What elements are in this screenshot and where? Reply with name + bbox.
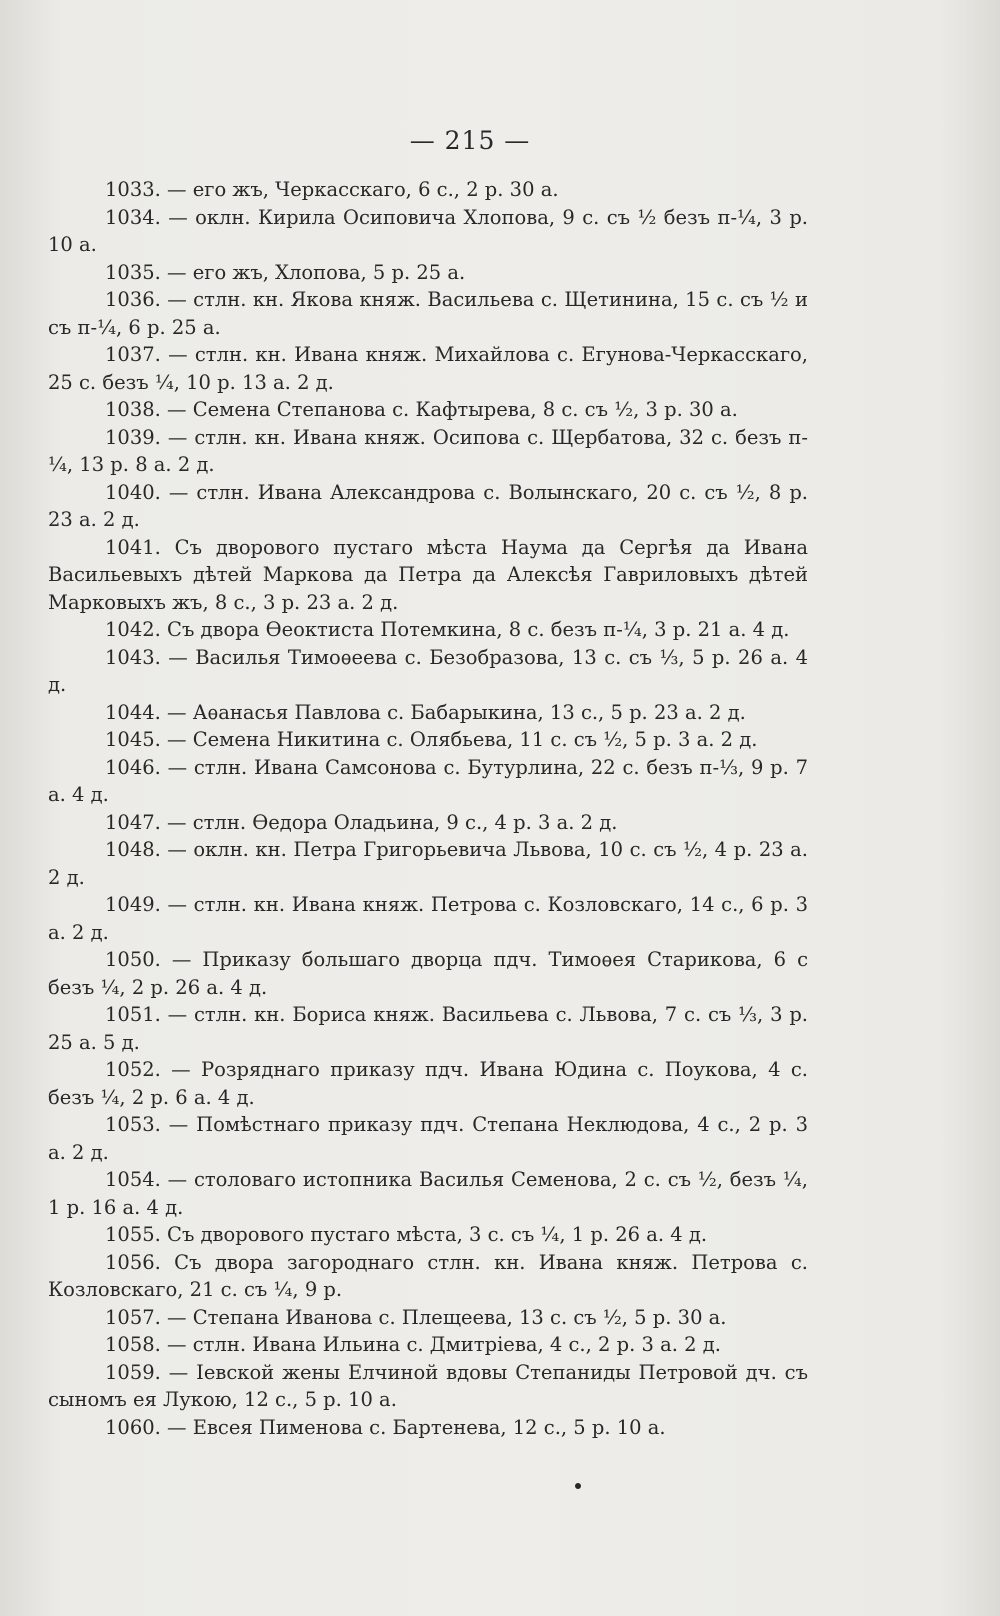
register-entry: 1056. Съ двора загороднаго стлн. кн. Ивана княж. Петрова с. Козловскаго, 21 с. съ ¼, 9 р. — [48, 1250, 808, 1301]
entry-list — [48, 176, 808, 1441]
register-entry: 1058. — стлн. Ивана Ильина с. Дмитріева, 4 с., 2 р. 3 а. 2 д. — [105, 1333, 721, 1356]
register-entry: 1045. — Семена Никитина с. Олябьева, 11 с. съ ½, 5 р. 3 а. 2 д. — [105, 728, 758, 751]
register-entry: 1053. — Помѣстнаго приказу пдч. Степана Неклюдова, 4 с., 2 р. 3 а. 2 д. — [48, 1113, 808, 1164]
register-entry: 1036. — стлн. кн. Якова княж. Васильева с. Щетинина, 15 с. съ ½ и съ п-¼, 6 р. 25 а. — [48, 288, 808, 339]
register-entry: 1040. — стлн. Ивана Александрова с. Волынскаго, 20 с. съ ½, 8 р. 23 а. 2 д. — [48, 480, 808, 531]
register-entry: 1034. — оклн. Кирила Осиповича Хлопова, 9 с. съ ½ безъ п-¼, 3 р. 10 а. — [48, 205, 808, 256]
register-entry: 1043. — Василья Тимоѳеева с. Безобразова, 13 с. съ ⅓, 5 р. 26 а. 4 д. — [48, 645, 808, 696]
register-entry: 1055. Съ дворового пустаго мѣста, 3 с. съ ¼, 1 р. 26 а. 4 д. — [105, 1223, 708, 1246]
register-entry: 1039. — стлн. кн. Ивана княж. Осипова с. Щербатова, 32 с. безъ п-¼, 13 р. 8 а. 2 д. — [48, 425, 808, 476]
register-entry: 1047. — стлн. Ѳедора Оладьина, 9 с., 4 р. 3 а. 2 д. — [105, 810, 618, 834]
register-entry: 1050. — Приказу большаго дворца пдч. Тимоѳея Старикова, 6 с безъ ¼, 2 р. 26 а. 4 д. — [48, 948, 808, 999]
page-number: — 215 — — [409, 126, 531, 155]
register-entry: 1054. — столоваго истопника Василья Семенова, 2 с. съ ½, безъ ¼, 1 р. 16 а. 4 д. — [48, 1168, 808, 1219]
register-entry: 1042. Съ двора Ѳеоктиста Потемкина, 8 с. безъ п-¼, 3 р. 21 а. 4 д. — [105, 618, 790, 641]
register-entry: 1059. — Іевской жены Елчиной вдовы Степаниды Петровой дч. съ сыномъ ея Лукою, 12 с., 5 р. 10 а. — [48, 1360, 808, 1411]
register-entry: 1060. — Евсея Пименова с. Бартенева, 12 с., 5 р. 10 а. — [105, 1415, 666, 1439]
register-entry: 1038. — Семена Степанова с. Кафтырева, 8 с. съ ½, 3 р. 30 а. — [105, 398, 738, 421]
register-entry: 1048. — оклн. кн. Петра Григорьевича Львова, 10 с. съ ½, 4 р. 23 а. 2 д. — [48, 838, 808, 889]
ink-dot — [575, 1483, 581, 1489]
register-entry: 1035. — его жъ, Хлопова, 5 р. 25 а. — [105, 260, 466, 284]
register-entry: 1041. Съ дворового пустаго мѣста Наума да Сергѣя да Ивана Васильевыхъ дѣтей Маркова да Петра да Алексѣя Гавриловыхъ дѣтей Марковыхъ жъ, 8 с., 3 р. 23 а. 2 д. — [48, 535, 808, 614]
register-entry: 1057. — Степана Иванова с. Плещеева, 13 с. съ ½, 5 р. 30 а. — [105, 1305, 727, 1329]
register-entry: 1046. — стлн. Ивана Самсонова с. Бутурлина, 22 с. безъ п-⅓, 9 р. 7 а. 4 д. — [48, 755, 808, 806]
register-entry: 1049. — стлн. кн. Ивана княж. Петрова с. Козловскаго, 14 с., 6 р. 3 а. 2 д. — [48, 893, 808, 944]
register-entry: 1044. — Аѳанасья Павлова с. Бабарыкина, 13 с., 5 р. 23 а. 2 д. — [105, 700, 746, 724]
register-entry: 1033. — его жъ, Черкасскаго, 6 с., 2 р. 30 а. — [105, 178, 559, 201]
register-entry: 1037. — стлн. кн. Ивана княж. Михайлова с. Егунова-Черкасскаго, 25 с. безъ ¼, 10 р. 13 а. 2 д. — [48, 343, 808, 394]
register-entry: 1051. — стлн. кн. Бориса княж. Васильева с. Львова, 7 с. съ ⅓, 3 р. 25 а. 5 д. — [48, 1003, 808, 1054]
register-entry: 1052. — Розряднаго приказу пдч. Ивана Юдина с. Поукова, 4 с. безъ ¼, 2 р. 6 а. 4 д. — [48, 1058, 808, 1109]
